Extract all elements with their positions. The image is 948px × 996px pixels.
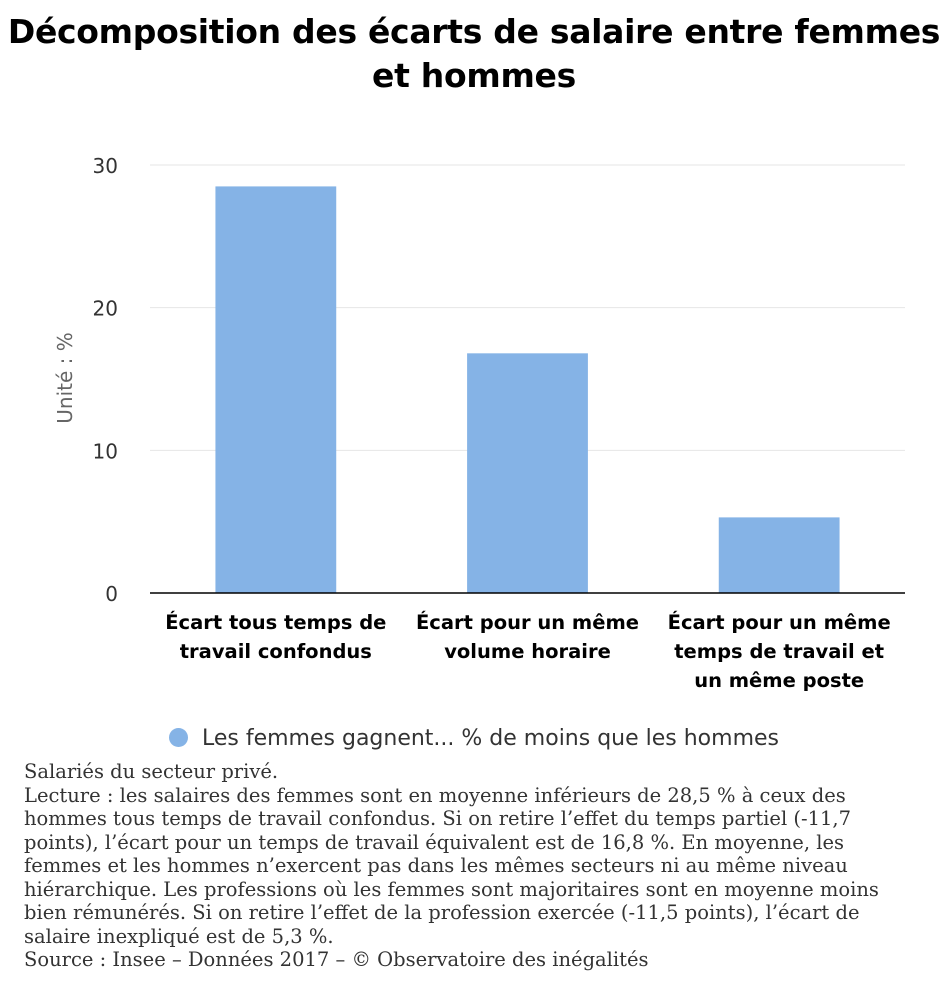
legend-marker — [169, 728, 188, 747]
x-tick-label-line: temps de travail et — [674, 640, 885, 663]
y-tick-label: 20 — [92, 296, 118, 321]
bars — [215, 186, 839, 593]
x-tick-label — [668, 611, 891, 692]
x-tick-label — [165, 611, 386, 663]
x-tick-label-line: travail confondus — [179, 640, 372, 663]
x-tick-label-line: Écart pour un même — [415, 611, 640, 634]
chart-title: Décomposition des écarts de salaire entre femmes et hommes — [7, 12, 941, 95]
legend-label: Les femmes gagnent... % de moins que les hommes — [201, 726, 780, 751]
reading-note: Lecture : les salaires des femmes sont en moyenne inférieurs de 28,5 % à ceux des hommes tous temps de travail confondus. Si on retire l’effet du temps partiel (-11,7 points), l’écart pour un temps de travail équivalent est de 16,8 %. En moyenne, les femmes et les hommes n’exercent pas dans les mêmes secteurs ni au même niveau hiérarchique. Les professions où les femmes sont majoritaires sont en moyenne moins bien rémunérés. Si on retire l’effet de la profession exercée (-11,5 points), l’écart de salaire inexpliqué est de 5,3 %. — [24, 783, 879, 948]
y-axis-ticks — [93, 154, 118, 606]
x-axis-labels — [165, 611, 890, 692]
chart-notes — [24, 760, 924, 972]
legend[interactable] — [0, 726, 948, 751]
bar[interactable] — [719, 517, 840, 593]
x-tick-label-line: Écart tous temps de — [165, 611, 387, 634]
y-tick-label: 30 — [92, 154, 118, 178]
y-tick-label: 10 — [92, 439, 118, 464]
bar[interactable] — [215, 186, 336, 593]
x-tick-label-line: un même poste — [694, 669, 865, 692]
bar[interactable] — [467, 353, 588, 593]
y-tick-label: 0 — [105, 582, 118, 606]
y-axis-label: Unité : % — [53, 332, 77, 424]
x-tick-label-line: Écart pour un même — [667, 611, 891, 634]
x-tick-label — [416, 611, 639, 663]
scope-note: Salariés du secteur privé. — [24, 760, 279, 783]
source-note: Source : Insee – Données 2017 – © Observatoire des inégalités — [24, 948, 649, 971]
x-tick-label-line: volume horaire — [444, 640, 611, 663]
